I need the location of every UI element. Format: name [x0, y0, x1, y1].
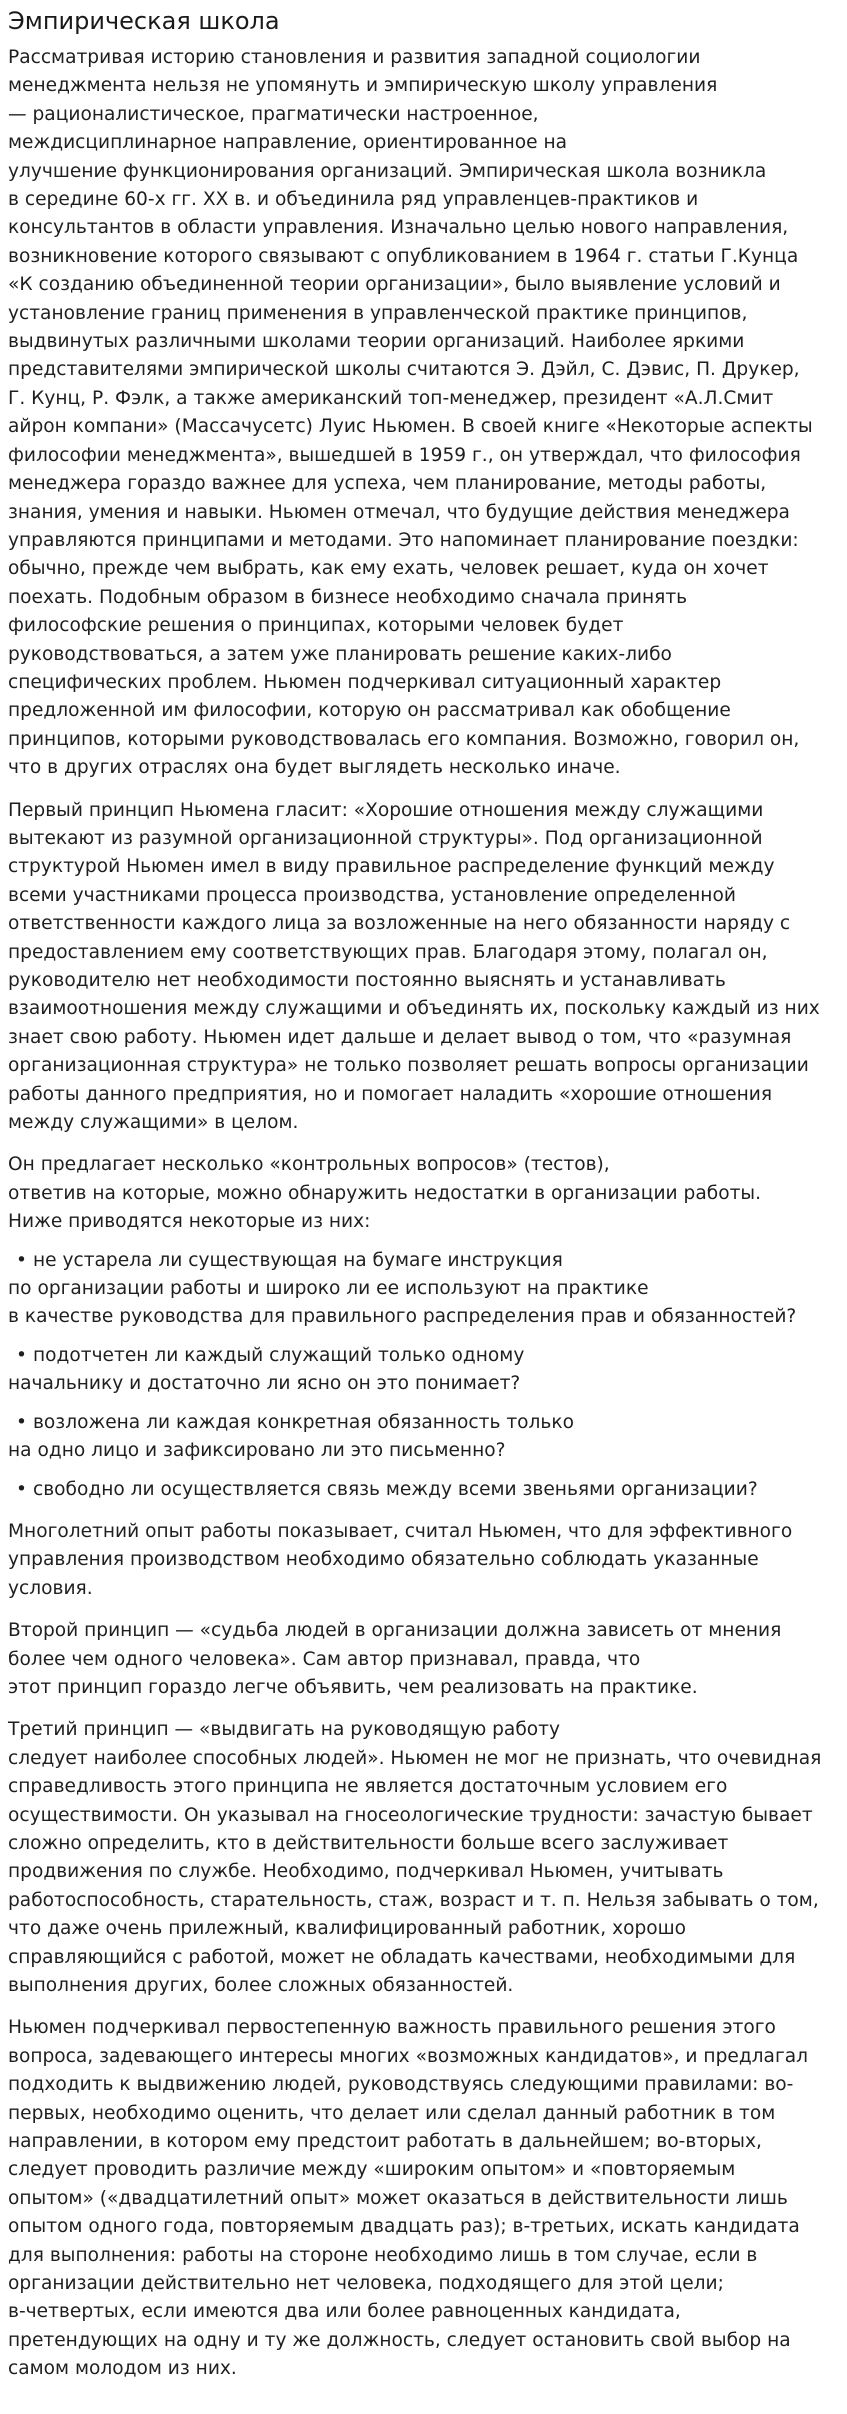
paragraph-first-principle: Первый принцип Ньюмена гласит: «Хорошие отношения между служащими вытекают из разумной организационной структуры». Под организационной структурой Ньюмен имел в виду правильное распределение функций между всеми участниками процесса производства, установление определенной ответственности каждого лица за возложенные на него обязанности наряду с предоставлением ему соответствующих прав. Благодаря этому, полагал он, руководителю нет необходимости постоянно выяснять и устанавливать взаимоотношения между служащими и объединять их, поскольку каждый из них знает свою работу. Ньюмен идет дальше и делает вывод о том, что «разумная организационная структура» не только позволяет решать вопросы организации работы данного предприятия, но и помогает наладить «хорошие отношения между служащими» в целом.	[8, 799, 820, 1134]
control-questions-list	[8, 1247, 839, 1504]
list-item	[8, 1409, 839, 1466]
list-item-text: возложена ли каждая конкретная обязанность только на одно лицо и зафиксировано ли это письменно?	[8, 1411, 574, 1462]
list-item-text: свободно ли осуществляется связь между всеми звеньями организации?	[32, 1478, 758, 1500]
bullet-icon: •	[16, 1249, 27, 1271]
list-item	[8, 1247, 839, 1332]
list-item-text: подотчетен ли каждый служащий только одному начальнику и достаточно ли ясно он это понимает?	[8, 1344, 525, 1395]
document-title: Эмпирическая школа	[8, 7, 280, 35]
paragraph-promotion-rules: Ньюмен подчеркивал первостепенную важность правильного решения этого вопроса, задевающего интересы многих «возможных кандидатов», и предлагал подходить к выдвижению людей, руководствуясь следующими правилами: во- первых, необходимо оценить, что делает или сделал данный работник в том направлении, в котором ему предстоит работать в дальнейшем; во-вторых, следует проводить различие между «широким опытом» и «повторяемым опытом» («двадцатилетний опыт» может оказаться в действительности лишь опытом одного года, повторяемым двадцать раз); в-третьих, искать кандидата для выполнения: работы на стороне необходимо лишь в том случае, если в организации действительно нет человека, подходящего для этой цели; в-четвертых, если имеются два или более равноценных кандидата, претендующих на одну и ту же должность, следует остановить свой выбор на самом молодом из них.	[8, 2017, 809, 2380]
bullet-icon: •	[16, 1411, 27, 1433]
paragraph-experience: Многолетний опыт работы показывает, считал Ньюмен, что для эффективного управления производством необходимо обязательно соблюдать указанные условия.	[8, 1520, 793, 1599]
paragraph-second-principle: Второй принцип — «судьба людей в организации должна зависеть от мнения более чем одного человека». Сам автор признавал, правда, что этот принцип гораздо легче объявить, чем реализовать на практике.	[8, 1620, 782, 1698]
paragraph-control-questions: Он предлагает несколько «контрольных вопросов» (тестов), ответив на которые, можно обнаружить недостатки в организации работы. Ниже приводятся некоторые из них:	[8, 1154, 762, 1233]
bullet-icon: •	[16, 1478, 27, 1500]
paragraph-third-principle: Третий принцип — «выдвигать на руководящую работу следует наиболее способных людей». Ньюмен не мог не признать, что очевидная справедливость этого принципа не является достаточным условием его осуществимости. Он указывал на гносеологические трудности: зачастую бывает сложно определить, кто в действительности больше всего заслуживает продвижения по службе. Необходимо, подчеркивал Ньюмен, учитывать работоспособность, старательность, стаж, возраст и т. п. Нельзя забывать о том, что даже очень прилежный, квалифицированный работник, хорошо справляющийся с работой, может не обладать качествами, необходимыми для выполнения других, более сложных обязанностей.	[8, 1719, 822, 1996]
bullet-icon: •	[16, 1344, 27, 1366]
list-item	[8, 1476, 839, 1504]
paragraph-intro: Рассматривая историю становления и развития западной социологии менеджмента нельзя не упомянуть и эмпирическую школу управления — рационалистическое, прагматически настроенное, междисциплинарное направление, ориентированное на улучшение функционирования организаций. Эмпирическая школа возникла в середине 60-х гг. XX в. и объединила ряд управленцев-практиков и консультантов в области управления. Изначально целью нового направления, возникновение которого связывают с опубликованием в 1964 г. статьи Г.Кунца «К созданию объединенной теории организации», было выявление условий и установление границ применения в управленческой практике принципов, выдвинутых различными школами теории организаций. Наиболее яркими представителями эмпирической школы считаются Э. Дэйл, С. Дэвис, П. Друкер, Г. Кунц, Р. Фэлк, а также американский топ-менеджер, президент «А.Л.Смит айрон компани» (Массачусетс) Луис Ньюмен. В своей книге «Некоторые аспекты философии менеджмента», вышедшей в 1959 г., он утверждал, что философия менеджера гораздо важнее для успеха, чем планирование, методы работы, знания, умения и навыки. Ньюмен отмечал, что будущие действия менеджера управляются принципами и методами. Это напоминает планирование поездки: обычно, прежде чем выбрать, как ему ехать, человек решает, куда он хочет поехать. Подобным образом в бизнесе необходимо сначала принять философские решения о принципах, которыми человек будет руководствоваться, а затем уже планировать решение каких-либо специфических проблем. Ньюмен подчеркивал ситуационный характер предложенной им философии, которую он рассматривал как обобщение принципов, которыми руководствовалась его компания. Возможно, говорил он, что в других отраслях она будет выглядеть несколько иначе.	[8, 47, 813, 779]
list-item	[8, 1342, 839, 1399]
list-item-text: не устарела ли существующая на бумаге инструкция по организации работы и широко ли ее используют на практике в качестве руководства для правильного распределения прав и обязанностей?	[8, 1249, 797, 1328]
